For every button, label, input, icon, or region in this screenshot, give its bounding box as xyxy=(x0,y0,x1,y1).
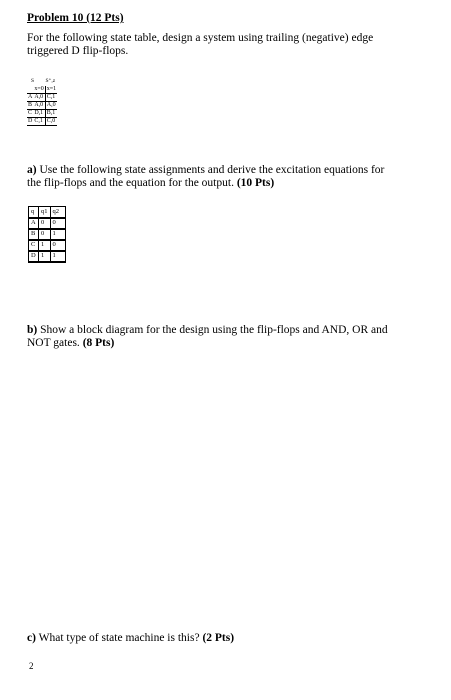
part-b-line-1 xyxy=(27,324,427,337)
problem-intro xyxy=(27,32,427,58)
state-table-subheader-x1: x=1 xyxy=(46,86,57,92)
assignment-header-row xyxy=(29,207,66,218)
state-table-subheader-x0: x=0 xyxy=(34,86,44,92)
state-table-state: D xyxy=(28,118,33,124)
part-b-points: (8 Pts) xyxy=(82,337,115,349)
part-c-question xyxy=(27,632,427,645)
state-table-next-x1: C,1 xyxy=(46,94,56,100)
state-table-subheader-row xyxy=(27,86,57,94)
state-table-next-x0: C,1 xyxy=(33,118,45,126)
state-table-next-x0: A,0 xyxy=(33,94,45,102)
assignment-header-q1: q1 xyxy=(39,207,51,218)
assignment-row xyxy=(29,218,66,229)
part-c-line-1 xyxy=(27,632,427,645)
state-table-col-s: S xyxy=(31,78,35,84)
assignment-row xyxy=(29,251,66,262)
assignment-q1: 0 xyxy=(39,218,51,229)
assignment-q2: 1 xyxy=(50,229,65,240)
state-table-row xyxy=(27,118,57,126)
assignment-state: B xyxy=(29,229,39,240)
state-table-row xyxy=(27,94,57,102)
state-assignment-table xyxy=(28,206,66,262)
assignment-header-q2: q2 xyxy=(50,207,65,218)
state-table-row xyxy=(27,110,57,118)
problem-title: Problem 10 (12 Pts) xyxy=(27,12,124,24)
state-table-next-x1: A,0 xyxy=(46,102,56,108)
assignment-row xyxy=(29,240,66,251)
problem-intro-line-2: triggered D flip-flops. xyxy=(27,45,129,57)
assignment-state: C xyxy=(29,240,39,251)
state-table-next-x1: B,1 xyxy=(46,110,56,116)
state-table-next-x1: C,0 xyxy=(46,118,56,124)
state-table-state: B xyxy=(28,102,33,108)
page-number: 2 xyxy=(29,661,34,671)
part-c-label: c) xyxy=(27,632,36,644)
assignment-q2: 0 xyxy=(50,240,65,251)
state-table-next-x0: D,1 xyxy=(33,110,45,118)
assignment-row xyxy=(29,229,66,240)
assignment-state: D xyxy=(29,251,39,262)
part-a-line-1 xyxy=(27,164,427,177)
part-a-points: (10 Pts) xyxy=(236,177,275,189)
part-b-label: b) xyxy=(27,324,38,336)
part-b-question xyxy=(27,324,427,350)
part-b-text-2: NOT gates. xyxy=(27,337,80,349)
state-table-state: C xyxy=(28,110,33,116)
problem-intro-line-1: For the following state table, design a system using trailing (negative) edge xyxy=(27,32,374,44)
part-c-text: What type of state machine is this? xyxy=(38,632,200,644)
assignment-q2: 0 xyxy=(50,218,65,229)
part-a-question xyxy=(27,164,427,190)
part-a-line-2 xyxy=(27,177,427,190)
part-a-label: a) xyxy=(27,164,37,176)
assignment-q1: 1 xyxy=(39,251,51,262)
assignment-q1: 0 xyxy=(39,229,51,240)
assignment-header-q: q xyxy=(29,207,39,218)
assignment-state: A xyxy=(29,218,39,229)
part-b-line-2 xyxy=(27,337,427,350)
part-a-text-1: Use the following state assignments and derive the excitation equations for xyxy=(39,164,385,176)
state-table-col-next: S⁺,z xyxy=(45,78,56,84)
state-table-header xyxy=(31,78,55,84)
state-table-next-x0: A,0 xyxy=(33,102,45,110)
assignment-q1: 1 xyxy=(39,240,51,251)
state-table-row xyxy=(27,102,57,110)
part-b-text-1: Show a block diagram for the design using the flip-flops and AND, OR and xyxy=(40,324,388,336)
part-a-text-2: the flip-flops and the equation for the output. xyxy=(27,177,234,189)
state-table-state: A xyxy=(28,94,33,100)
state-table xyxy=(27,86,57,126)
part-c-points: (2 Pts) xyxy=(202,632,235,644)
assignment-q2: 1 xyxy=(50,251,65,262)
